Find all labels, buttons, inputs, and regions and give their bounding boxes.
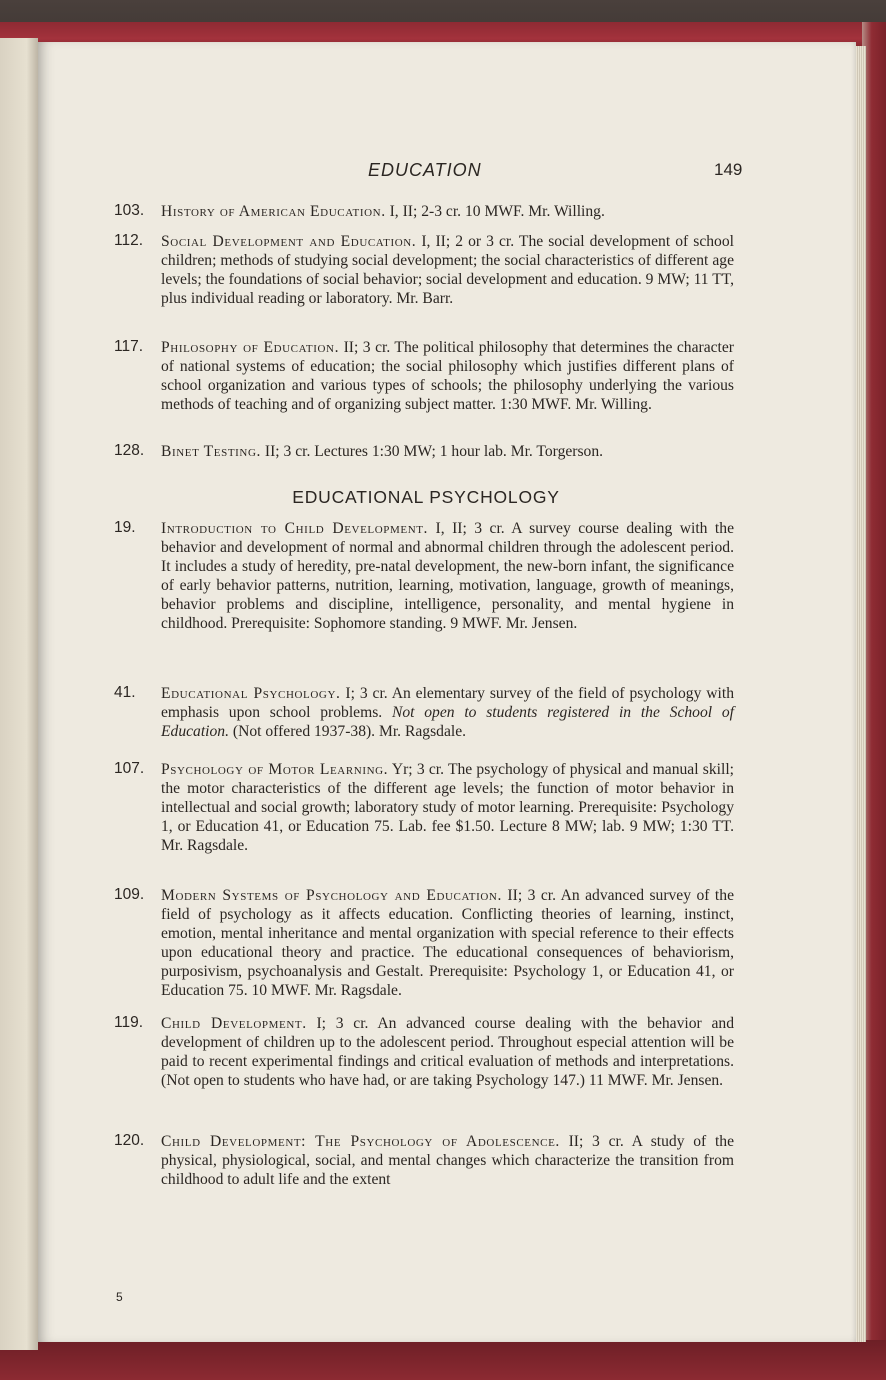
course-number: 103. [114,202,145,219]
facing-page-edge [0,38,38,1350]
course-title: Introduction to Child Development. [161,520,429,537]
course-number: 117. [114,338,144,355]
course-details: I; 3 cr. An advanced course dealing with the behavior and development of children up to the adolescent period. Throughout especial attention will be paid to recent experimental findings and critical evaluation of methods and interpretations. (Not open to students who have had, or are taking Psychology 147.) 11 MWF. Mr. Jensen. [161,1015,734,1090]
course-description [161,519,734,634]
course-description [161,1014,734,1090]
course-number: 109. [114,886,145,903]
course-description [161,760,734,855]
course-title: Social Development and Education. [161,233,417,250]
course-details: I; 3 cr. An elementary survey of the field of psychology with emphasis upon school problems. [161,685,734,722]
course-title: Educational Psychology. [161,685,341,702]
course-description [161,684,734,741]
course-details: II; 3 cr. The political philosophy that determines the character of national systems of education; the social philosophy which justifies different plans of school organization and various types of schools; the philosophy underlying the various methods of teaching and of organizing subject matter. 1:30 MWF. Mr. Willing. [161,339,734,414]
course-title: Child Development: The Psychology of Adolescence. [161,1133,560,1150]
cover-edge-bottom [0,1340,886,1380]
course-title: Binet Testing. [161,443,261,460]
course-details: I, II; 2-3 cr. 10 MWF. Mr. Willing. [385,203,605,220]
course-number: 107. [114,760,145,777]
course-details: II; 3 cr. Lectures 1:30 MW; 1 hour lab. Mr. Torgerson. [261,443,604,460]
course-title: History of American Education. [161,203,386,220]
course-restriction: Not open to students registered in the School of Education. [161,704,735,741]
course-title: Psychology of Motor Learning. [161,761,389,778]
section-heading: EDUCATIONAL PSYCHOLOGY [292,487,560,507]
course-details: Yr; 3 cr. The psychology of physical and manual skill; the motor characteristics of the different age levels; the function of motor behavior in intellectual and social growth; laboratory study of motor learning. Prerequisite: Psychology 1, or Education 41, or Education 75. Lab. fee $1.50. Lecture 8 MW; lab. 9 MW; 1:30 TT. Mr. Ragsdale. [161,761,734,855]
course-number: 119. [114,1014,144,1031]
course-details: I, II; 2 or 3 cr. The social development of school children; methods of studying social development; the social characteristics of different age levels; the foundations of social behavior; social development and education. 9 MW; 11 TT, plus individual reading or laboratory. Mr. Barr. [161,233,734,308]
course-number: 112. [114,232,144,249]
course-title: Philosophy of Education. [161,339,340,356]
course-number: 120. [114,1132,145,1149]
course-description [161,338,734,414]
course-number: 19. [114,519,136,536]
course-number: 128. [114,442,145,459]
running-head: EDUCATION [368,160,482,180]
course-number: 41. [114,684,136,701]
course-title: Modern Systems of Psychology and Education. [161,887,502,904]
course-description [161,886,734,1001]
page-header [38,160,856,184]
course-details: II; 3 cr. An advanced survey of the field of psychology as it affects education. Conflicting theories of learning, instinct, emotion, mental inheritance and mental organization with special reference to their effects upon educational theory and practice. The educational consequences of behaviorism, purposivism, psychoanalysis and Gestalt. Prerequisite: Psychology 1, or Education 41, or Education 75. 10 MWF. Mr. Ragsdale. [161,887,734,1000]
course-description [161,202,734,221]
page-number: 149 [714,160,743,179]
course-details: I, II; 3 cr. A survey course dealing with the behavior and development of normal and abnormal children through the adolescent period. It includes a study of heredity, pre-natal development, the new-born infant, the significance of early behavior patterns, nutrition, learning, motivation, language, growth of meanings, behavior problems and discipline, intelligence, personality, and mental hygiene in childhood. Prerequisite: Sophomore standing. 9 MWF. Mr. Jensen. [161,520,734,633]
signature-mark: 5 [116,1290,123,1304]
course-title: Child Development. [161,1015,307,1032]
book-page [38,42,856,1342]
course-description [161,1132,734,1189]
course-details-after: (Not offered 1937-38). Mr. Ragsdale. [229,723,467,741]
course-details: II; 3 cr. A study of the physical, physiological, social, and mental changes which characterize the transition from childhood to adult life and the extent [161,1133,734,1189]
course-description [161,442,734,461]
course-description [161,232,734,308]
